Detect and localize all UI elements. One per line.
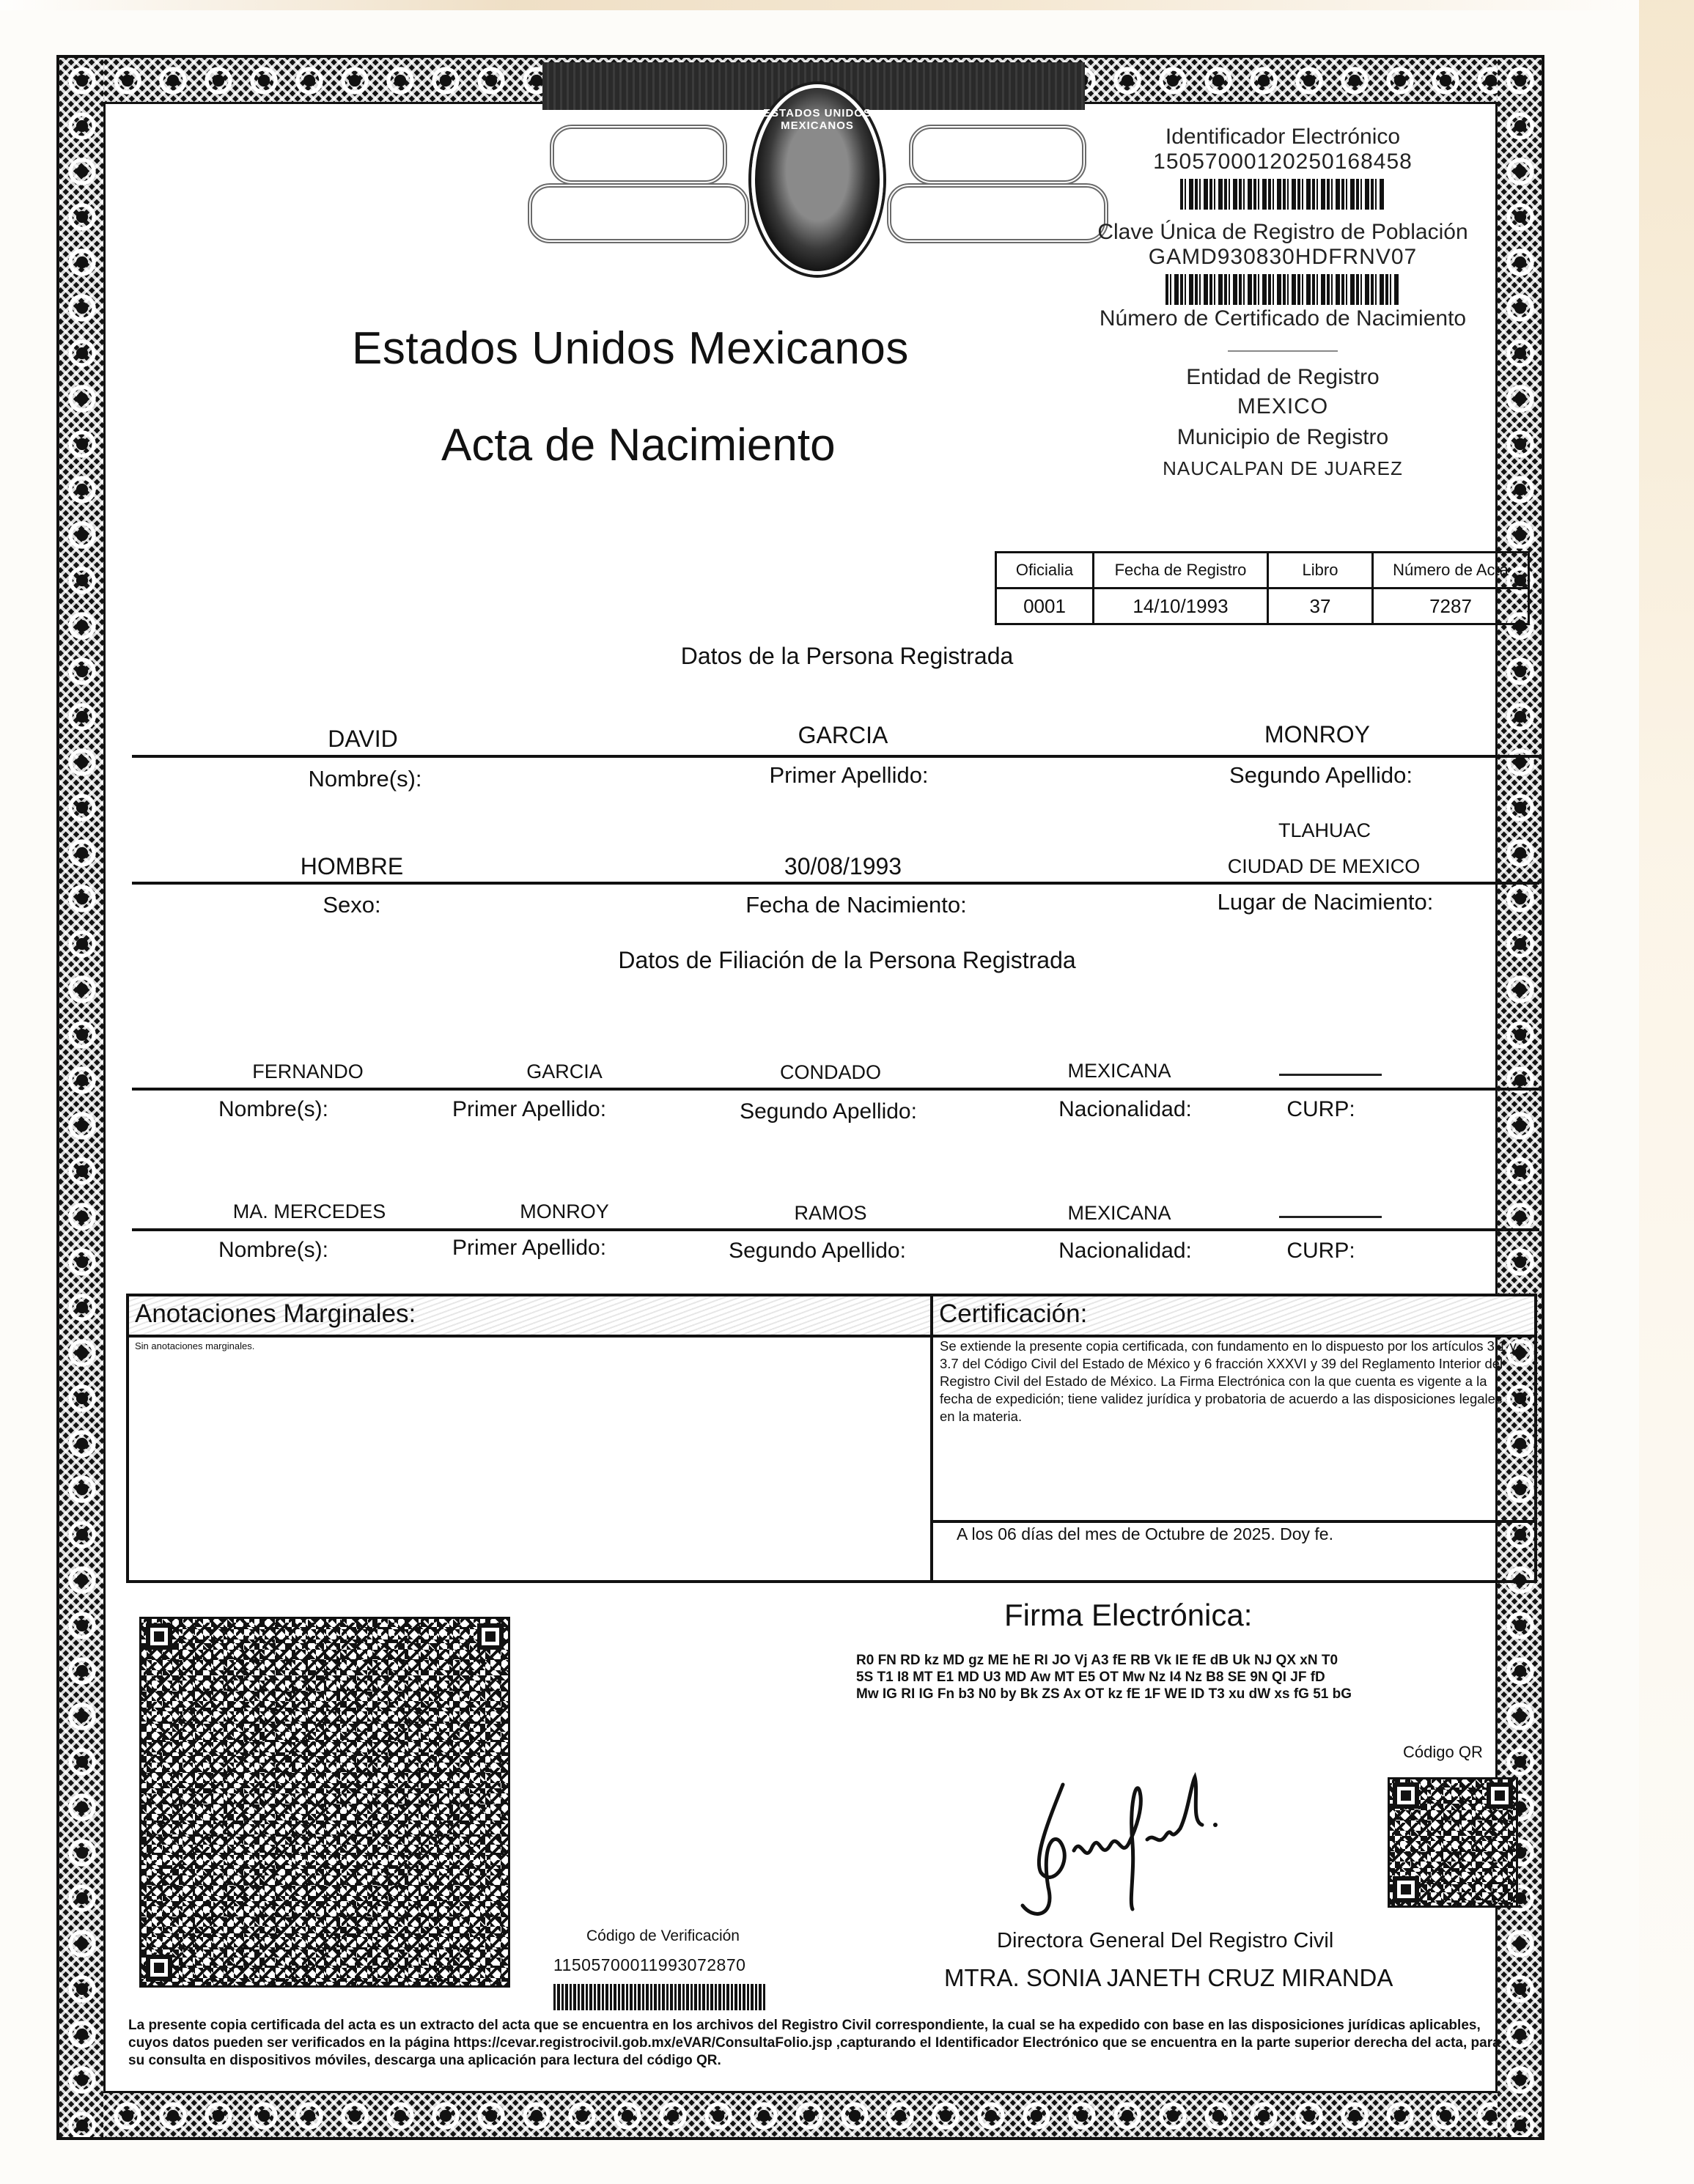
verification-code-value: 115057000119930728​70 [553,1955,746,1974]
mother-nationality-label: Nacionalidad: [1058,1239,1192,1263]
curp-value: GAMD930830HDFRNV07 [1148,245,1418,269]
certification-title: Certificación: [939,1299,1088,1328]
registry-table-row [996,589,1529,624]
qr-finder-pattern [1393,1782,1419,1809]
electronic-signature-code [856,1652,1457,1702]
municipality-value: NAUCALPAN DE JUAREZ [1163,457,1403,479]
signature-code-line: 5S T1 I8 MT E1 MD U3 MD Aw MT E5 OT Mw Nz I4 Nz B8 SE 9N QI JF fD [856,1670,1325,1685]
father-first-surname-label: Primer Apellido: [452,1097,607,1121]
paper-edge [0,0,1694,10]
header-fecha-registro: Fecha de Registro [1094,553,1268,589]
first-surname-value: GARCIA [798,722,888,748]
mother-curp-blank [1279,1216,1382,1218]
divider-line [132,755,1539,758]
father-curp-label: CURP: [1286,1097,1355,1121]
signature-code-line: Mw IG RI IG Fn b3 N0 by Bk ZS Ax OT kz fE 1F WE ID T3 xu dW xs fG 51 bG [856,1686,1352,1702]
border-band-bottom [59,2093,1542,2137]
large-qr-code-icon [139,1617,510,1988]
value-numero-acta: 7287 [1373,589,1529,624]
first-surname-label: Primer Apellido: [769,762,929,788]
second-surname-label: Segundo Apellido: [1229,762,1413,788]
annotations-header [129,1296,930,1338]
mother-curp-label: CURP: [1286,1239,1355,1263]
electronic-id-barcode [1180,179,1385,210]
verification-barcode [553,1984,766,2010]
registered-person-title: Datos de la Persona Registrada [680,643,1014,669]
registry-table-header [996,553,1529,589]
father-name-value: FERNANDO [252,1060,364,1082]
seal-text: ESTADOS UNIDOS MEXICANOS [763,107,872,132]
divider-line [132,1088,1539,1091]
handwritten-signature-icon [1019,1763,1312,1924]
mother-name-value: MA. MERCEDES [232,1200,386,1222]
father-second-surname-label: Segundo Apellido: [740,1099,917,1124]
value-fecha-registro: 14/10/1993 [1094,589,1268,624]
second-surname-value: MONROY [1264,721,1370,748]
birth-place-label: Lugar de Nacimiento: [1217,889,1434,915]
qr-finder-pattern [1487,1782,1513,1809]
footer-legal-notice: La presente copia certificada del acta es un extracto del acta que se encuentra en los archivos del Registro Civil correspondiente, la cual se ha expedido con base en las disposiciones jurídicas aplicables, cuyos datos pueden ser verificados en la página https://cevar.registrocivil.gob.mx/eVAR/ConsultaFolio.jsp ,capturando el Identificador Electrónico que se encuentra en la parte superior derecha del acta, para su consulta en dispositivos móviles, descarga una aplicación para lectura del código QR. [128,2018,1500,2068]
annotations-body: Sin anotaciones marginales. [135,1340,255,1351]
entity-label: Entidad de Registro [1186,365,1380,389]
father-nationality-value: MEXICANA [1067,1060,1171,1082]
certification-date: A los 06 días del mes de Octubre de 2025. Doy fe. [957,1524,1333,1543]
first-name-value: DAVID [328,726,398,752]
birth-place-municipality: TLAHUAC [1278,819,1371,841]
ornament-scroll-left-lower [528,183,749,243]
paper-edge-shadow [1639,0,1694,2184]
qr-finder-pattern [146,1623,172,1650]
qr-finder-pattern [477,1623,504,1650]
birth-place-state: CIUDAD DE MEXICO [1227,855,1421,877]
certification-body: Se extiende la presente copia certificada, con fundamento en lo dispuesto por los artículos 3.1 y 3.7 del Código Civil del Estado de México y 6 fracción XXXVI y 39 del Reglamento Interior del Registro Civil del Estado de México. La Firma Electrónica con la que cuenta es vigente a la fecha de expedición; tiene validez jurídica y probatoria de acuerdo a las disposiciones legales en la materia. [940,1338,1517,1424]
electronic-id-value: 15057000120250168458 [1153,150,1413,174]
first-name-label: Nombre(s): [308,766,422,792]
mother-nationality-value: MEXICANA [1067,1202,1171,1224]
birth-certificate-blank [1228,350,1338,352]
identifiers-block [1070,125,1495,480]
mother-first-surname-label: Primer Apellido: [452,1236,607,1260]
signature-code-line: R0 FN RD kz MD gz ME hE RI JO Vj A3 fE RB Vk IE fE dB Uk NJ QX xN T0 [856,1653,1338,1668]
father-curp-blank [1279,1074,1382,1076]
verification-code-label: Código de Verificación [586,1927,740,1944]
sex-value: HOMBRE [300,853,404,879]
registry-table [995,551,1530,625]
mother-second-surname-value: RAMOS [794,1202,867,1224]
divider-line [132,1228,1539,1231]
header-numero-acta: Número de Acta [1373,553,1529,589]
national-seal-icon [751,84,883,275]
father-second-surname-value: CONDADO [779,1061,882,1083]
value-libro: 37 [1268,589,1373,624]
qr-finder-pattern [146,1955,172,1981]
signatory-name: MTRA. SONIA JANETH CRUZ MIRANDA [944,1964,1393,1991]
certification-divider [933,1520,1534,1523]
panel-divider [930,1296,933,1580]
header-libro: Libro [1268,553,1373,589]
ornament-scroll-right [909,125,1086,185]
qr-finder-pattern [1393,1876,1419,1903]
entity-value: MEXICO [1237,394,1329,418]
birth-certificate-label: Número de Certificado de Nacimiento [1099,306,1467,331]
qr-code-label: Código QR [1403,1743,1483,1761]
father-first-surname-value: GARCIA [526,1060,603,1082]
father-name-label: Nombre(s): [218,1097,329,1121]
mother-name-label: Nombre(s): [218,1238,329,1262]
signatory-role: Directora General Del Registro Civil [997,1929,1334,1952]
header-ornament [513,55,1114,275]
curp-label: Clave Única de Registro de Población [1097,220,1468,244]
small-qr-code-icon [1388,1777,1518,1908]
border-band-left [59,58,103,2137]
header-oficialia: Oficialia [996,553,1094,589]
mother-first-surname-value: MONROY [520,1200,609,1222]
ornament-scroll-left [550,125,727,185]
country-title: Estados Unidos Mexicanos [352,323,909,374]
sex-label: Sexo: [323,892,381,918]
curp-barcode [1165,274,1400,305]
electronic-id-label: Identificador Electrónico [1165,125,1401,149]
electronic-signature-title: Firma Electrónica: [1004,1598,1253,1632]
birth-date-label: Fecha de Nacimiento: [745,892,967,918]
value-oficialia: 0001 [996,589,1094,624]
father-nationality-label: Nacionalidad: [1058,1097,1192,1121]
mother-second-surname-label: Segundo Apellido: [729,1239,906,1263]
certification-header [933,1296,1534,1338]
municipality-label: Municipio de Registro [1176,425,1389,449]
divider-line [132,882,1539,885]
birth-date-value: 30/08/1993 [784,853,902,879]
filiation-title: Datos de Filiación de la Persona Registrada [618,947,1076,973]
annotations-title: Anotaciones Marginales: [135,1299,416,1328]
document-title: Acta de Nacimiento [441,420,836,471]
